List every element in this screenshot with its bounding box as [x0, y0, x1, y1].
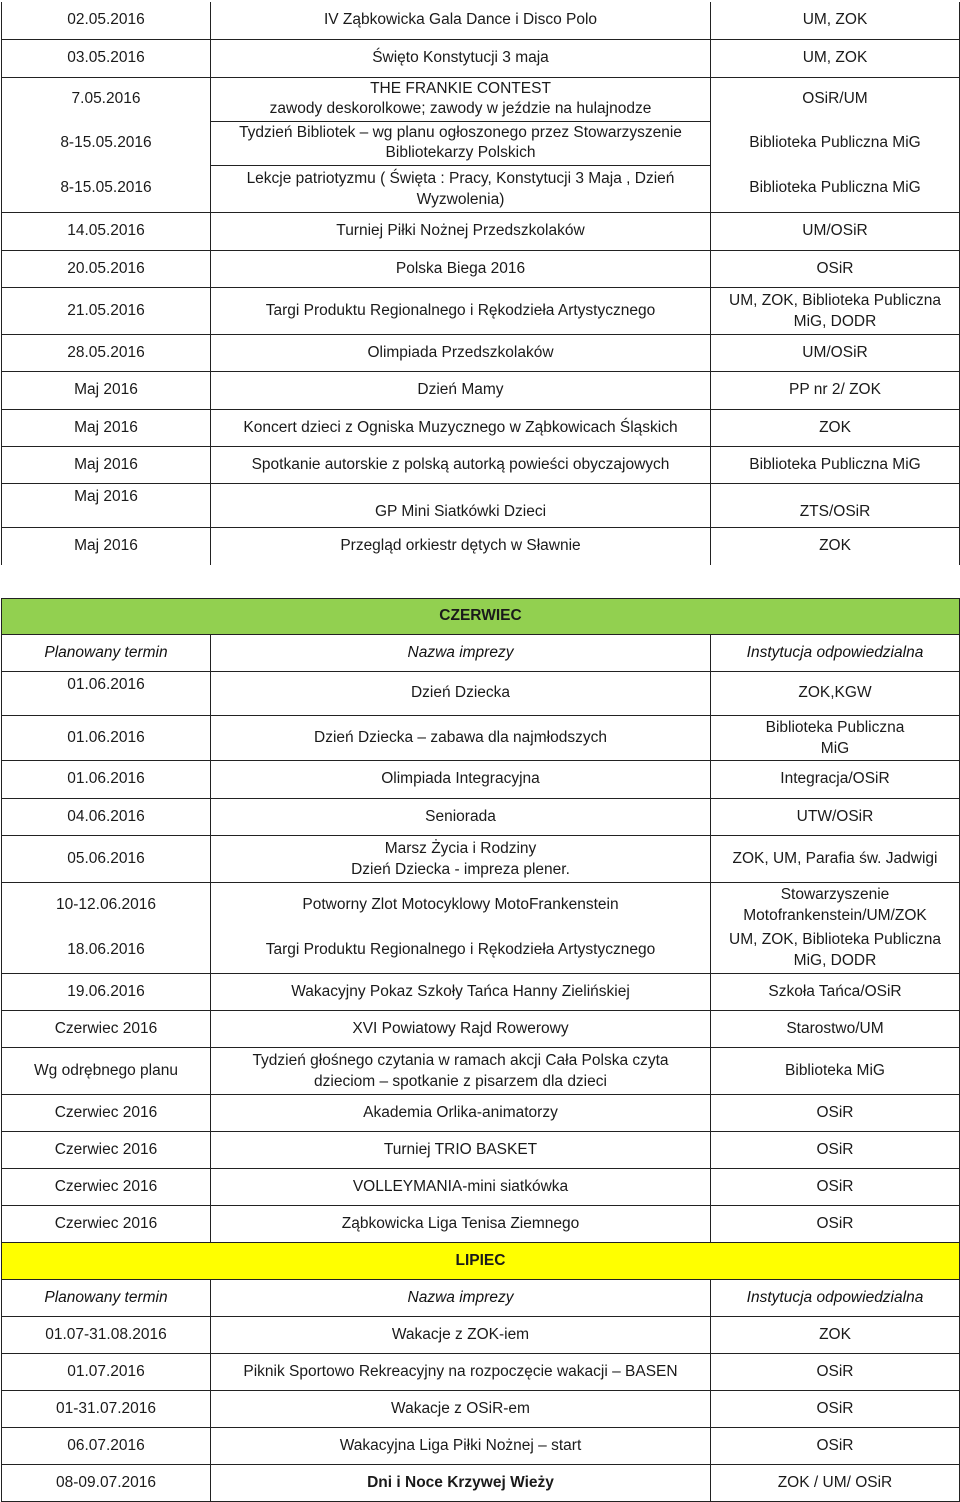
org-line: Stowarzyszenie	[780, 885, 890, 903]
event-cell: Targi Produktu Regionalnego i Rękodzieła Artystycznego	[211, 287, 711, 334]
section-title: CZERWIEC	[2, 598, 960, 634]
org-cell: OSiR	[711, 1353, 960, 1390]
org-cell: UM, ZOK	[711, 39, 960, 77]
event-cell: Dzień Dziecka	[211, 671, 711, 715]
event-cell: Święto Konstytucji 3 maja	[211, 39, 711, 77]
table-row	[2, 446, 960, 483]
event-cell	[211, 165, 711, 212]
date-cell: 18.06.2016	[2, 927, 211, 973]
org-cell: Biblioteka MiG	[711, 1047, 960, 1094]
event-cell: Ząbkowicka Liga Tenisa Ziemnego	[211, 1205, 711, 1242]
org-line: UM, ZOK, Biblioteka Publiczna	[729, 930, 941, 948]
org-cell: OSiR	[711, 1168, 960, 1205]
event-line: Marsz Życia i Rodziny	[384, 839, 537, 857]
date-cell: 04.06.2016	[2, 798, 211, 835]
date-cell: 01.06.2016	[2, 760, 211, 798]
date-cell: 03.05.2016	[2, 39, 211, 77]
table-row	[2, 1464, 960, 1501]
date-cell: 06.07.2016	[2, 1427, 211, 1464]
table-row	[2, 1168, 960, 1205]
date-cell: Maj 2016	[2, 483, 211, 527]
event-line: Wyzwolenia)	[416, 190, 505, 208]
spacer	[2, 565, 960, 598]
org-cell: Biblioteka Publiczna MiG	[711, 121, 960, 165]
column-header-org: Instytucja odpowiedzialna	[711, 634, 960, 671]
event-cell: Przegląd orkiestr dętych w Sławnie	[211, 527, 711, 565]
event-cell: VOLLEYMANIA-mini siatkówka	[211, 1168, 711, 1205]
event-cell: Wakacje z OSiR-em	[211, 1390, 711, 1427]
org-cell	[711, 715, 960, 760]
org-line: MiG, DODR	[793, 951, 877, 969]
table-row	[2, 165, 960, 212]
section-title: LIPIEC	[2, 1242, 960, 1279]
org-cell: ZOK,KGW	[711, 671, 960, 715]
table-row	[2, 2, 960, 39]
event-cell: Dni i Noce Krzywej Wieży	[211, 1464, 711, 1501]
org-cell: OSiR	[711, 1131, 960, 1168]
org-cell: Integracja/OSiR	[711, 760, 960, 798]
table-row	[2, 1316, 960, 1353]
date-cell: Czerwiec 2016	[2, 1010, 211, 1047]
table-row	[2, 371, 960, 409]
table-row	[2, 1205, 960, 1242]
event-line: Dzień Dziecka - impreza plener.	[351, 860, 570, 878]
table-row	[2, 760, 960, 798]
date-cell: Maj 2016	[2, 409, 211, 446]
table-row	[2, 927, 960, 973]
date-cell: Czerwiec 2016	[2, 1168, 211, 1205]
event-cell: Piknik Sportowo Rekreacyjny na rozpoczęcie wakacji – BASEN	[211, 1353, 711, 1390]
org-cell: Biblioteka Publiczna MiG	[711, 165, 960, 212]
event-cell: Koncert dzieci z Ogniska Muzycznego w Ząbkowicach Śląskich	[211, 409, 711, 446]
table-row	[2, 1390, 960, 1427]
table-row	[2, 250, 960, 287]
event-cell: Turniej Piłki Nożnej Przedszkolaków	[211, 212, 711, 250]
table-row	[2, 798, 960, 835]
event-cell: Wakacyjny Pokaz Szkoły Tańca Hanny Zielińskiej	[211, 973, 711, 1010]
event-cell	[211, 835, 711, 882]
table-row	[2, 1353, 960, 1390]
events-table	[1, 2, 960, 1502]
event-cell: Spotkanie autorskie z polską autorką powieści obyczajowych	[211, 446, 711, 483]
event-line: Tydzień głośnego czytania w ramach akcji Cała Polska czyta	[252, 1051, 669, 1069]
org-line: MiG, DODR	[793, 312, 877, 330]
org-cell: UM/OSiR	[711, 212, 960, 250]
column-header-event: Nazwa imprezy	[211, 1279, 711, 1316]
event-cell: Olimpiada Integracyjna	[211, 760, 711, 798]
org-cell: OSiR	[711, 250, 960, 287]
date-cell: 01-31.07.2016	[2, 1390, 211, 1427]
table-row	[2, 1094, 960, 1131]
event-cell: Dzień Mamy	[211, 371, 711, 409]
table-row	[2, 882, 960, 927]
org-cell: ZTS/OSiR	[711, 483, 960, 527]
org-cell: OSiR	[711, 1205, 960, 1242]
table-row	[2, 973, 960, 1010]
org-cell: ZOK, UM, Parafia św. Jadwigi	[711, 835, 960, 882]
date-cell: 7.05.2016	[2, 77, 211, 121]
column-header-date: Planowany termin	[2, 1279, 211, 1316]
event-cell: Turniej TRIO BASKET	[211, 1131, 711, 1168]
event-cell: Potworny Zlot Motocyklowy MotoFrankenstein	[211, 882, 711, 927]
column-header-org: Instytucja odpowiedzialna	[711, 1279, 960, 1316]
event-cell: Dzień Dziecka – zabawa dla najmłodszych	[211, 715, 711, 760]
section-header-july	[2, 1242, 960, 1279]
event-cell: Olimpiada Przedszkolaków	[211, 334, 711, 371]
table-row	[2, 527, 960, 565]
date-cell: Wg odrębnego planu	[2, 1047, 211, 1094]
org-cell: ZOK	[711, 1316, 960, 1353]
event-cell: Wakacyjna Liga Piłki Nożnej – start	[211, 1427, 711, 1464]
date-cell: Maj 2016	[2, 527, 211, 565]
org-cell: ZOK / UM/ OSiR	[711, 1464, 960, 1501]
date-cell: 02.05.2016	[2, 2, 211, 39]
date-cell: 20.05.2016	[2, 250, 211, 287]
table-row	[2, 334, 960, 371]
column-header-row	[2, 1279, 960, 1316]
event-line: zawody deskorolkowe; zawody w jeździe na hulajnodze	[269, 100, 652, 117]
org-cell: Biblioteka Publiczna MiG	[711, 446, 960, 483]
date-cell: 05.06.2016	[2, 835, 211, 882]
date-cell: 8-15.05.2016	[2, 165, 211, 212]
event-cell	[211, 121, 711, 165]
date-cell: 21.05.2016	[2, 287, 211, 334]
org-cell: UM/OSiR	[711, 334, 960, 371]
event-cell	[211, 77, 711, 121]
date-cell: 19.06.2016	[2, 973, 211, 1010]
column-header-row	[2, 634, 960, 671]
table-row	[2, 715, 960, 760]
table-row	[2, 1010, 960, 1047]
date-cell: 01.07.2016	[2, 1353, 211, 1390]
table-row	[2, 287, 960, 334]
table-row	[2, 212, 960, 250]
org-cell: OSiR	[711, 1094, 960, 1131]
org-cell: PP nr 2/ ZOK	[711, 371, 960, 409]
org-cell: OSiR/UM	[711, 77, 960, 121]
org-line: MiG	[820, 739, 850, 757]
event-cell: Targi Produktu Regionalnego i Rękodzieła Artystycznego	[211, 927, 711, 973]
event-line: dzieciom – spotkanie z pisarzem dla dzieci	[314, 1072, 607, 1090]
date-cell: Czerwiec 2016	[2, 1205, 211, 1242]
org-cell: Starostwo/UM	[711, 1010, 960, 1047]
org-cell: UM, ZOK	[711, 2, 960, 39]
date-cell: 14.05.2016	[2, 212, 211, 250]
org-cell: OSiR	[711, 1427, 960, 1464]
org-line: Motofrankenstein/UM/ZOK	[743, 906, 927, 924]
table-row	[2, 121, 960, 165]
event-line: Bibliotekarzy Polskich	[385, 144, 536, 161]
date-cell: Czerwiec 2016	[2, 1131, 211, 1168]
date-cell: 01.06.2016	[2, 715, 211, 760]
event-cell	[211, 1047, 711, 1094]
table-row	[2, 39, 960, 77]
table-row	[2, 483, 960, 527]
event-cell: XVI Powiatowy Rajd Rowerowy	[211, 1010, 711, 1047]
date-cell: 08-09.07.2016	[2, 1464, 211, 1501]
org-cell: ZOK	[711, 527, 960, 565]
section-header-june	[2, 598, 960, 634]
event-line: Lekcje patriotyzmu ( Święta : Pracy, Konstytucji 3 Maja , Dzień	[246, 169, 675, 187]
event-cell: GP Mini Siatkówki Dzieci	[211, 483, 711, 527]
event-cell: Wakacje z ZOK-iem	[211, 1316, 711, 1353]
org-cell: ZOK	[711, 409, 960, 446]
table-row	[2, 671, 960, 715]
table-row	[2, 77, 960, 121]
event-line: Tydzień Bibliotek – wg planu ogłoszonego przez Stowarzyszenie	[239, 124, 682, 141]
table-row	[2, 409, 960, 446]
event-cell: Polska Biega 2016	[211, 250, 711, 287]
org-cell: UTW/OSiR	[711, 798, 960, 835]
org-line: UM, ZOK, Biblioteka Publiczna	[729, 291, 941, 309]
table-row	[2, 835, 960, 882]
table-row	[2, 1047, 960, 1094]
date-cell: Maj 2016	[2, 446, 211, 483]
event-cell: Seniorada	[211, 798, 711, 835]
org-cell: OSiR	[711, 1390, 960, 1427]
date-cell: 8-15.05.2016	[2, 121, 211, 165]
column-header-event: Nazwa imprezy	[211, 634, 711, 671]
org-cell	[711, 882, 960, 927]
date-cell: Maj 2016	[2, 371, 211, 409]
table-row	[2, 1427, 960, 1464]
org-cell	[711, 287, 960, 334]
table-row	[2, 1131, 960, 1168]
date-cell: 01.07-31.08.2016	[2, 1316, 211, 1353]
org-cell: Szkoła Tańca/OSiR	[711, 973, 960, 1010]
date-cell: 01.06.2016	[2, 671, 211, 715]
event-cell: Akademia Orlika-animatorzy	[211, 1094, 711, 1131]
date-cell: 28.05.2016	[2, 334, 211, 371]
event-line: THE FRANKIE CONTEST	[370, 80, 551, 97]
column-header-date: Planowany termin	[2, 634, 211, 671]
date-cell: Czerwiec 2016	[2, 1094, 211, 1131]
date-cell: 10-12.06.2016	[2, 882, 211, 927]
org-line: Biblioteka Publiczna	[765, 718, 905, 736]
event-cell: IV Ząbkowicka Gala Dance i Disco Polo	[211, 2, 711, 39]
org-cell	[711, 927, 960, 973]
